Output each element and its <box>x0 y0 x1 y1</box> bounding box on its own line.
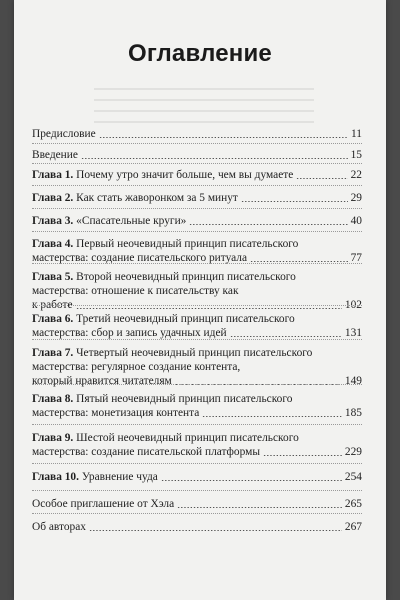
toc-entry[interactable] <box>32 392 362 420</box>
toc-entry-text <box>32 520 86 534</box>
dot-leader <box>263 455 342 456</box>
toc-entry-text <box>32 470 158 484</box>
entry-title-line: к работе <box>32 299 73 311</box>
dot-leader <box>177 507 342 508</box>
toc-entry-line <box>32 326 362 340</box>
separator-line <box>32 143 362 144</box>
entry-title-line: Уравнение чуда <box>81 471 158 483</box>
toc-entry-line <box>32 168 362 182</box>
dot-leader <box>99 137 348 138</box>
toc-entry[interactable] <box>32 191 362 205</box>
toc-entry-text <box>32 497 174 511</box>
toc-entry-line <box>32 191 362 205</box>
toc-entry-line <box>32 392 362 406</box>
toc-entry[interactable] <box>32 237 362 265</box>
dot-leader <box>161 480 342 481</box>
separator-line <box>32 339 362 340</box>
toc-entry-line <box>32 431 362 445</box>
page-number: 15 <box>350 149 362 161</box>
chapter-label: Глава 4. <box>32 238 74 250</box>
entry-title-line: Об авторах <box>32 521 86 533</box>
entry-title-line: «Спасательные круги» <box>76 215 187 227</box>
toc-entry[interactable] <box>32 127 362 141</box>
toc-entry-line <box>32 497 362 511</box>
toc-entry-text <box>32 191 238 205</box>
entry-title-line: Второй неочевидный принцип писательского <box>76 271 296 283</box>
separator-line <box>32 463 362 464</box>
toc-entry-line <box>32 360 362 374</box>
toc-entry-text <box>32 270 296 284</box>
page-number: 40 <box>350 215 362 227</box>
toc-entry-line <box>32 406 362 420</box>
chapter-label: Глава 5. <box>32 271 74 283</box>
toc-entry-text <box>32 326 227 340</box>
toc-entry-text <box>32 168 293 182</box>
entry-title-line: Как стать жаворонком за 5 минут <box>76 192 238 204</box>
toc-entry-text <box>32 445 260 459</box>
separator-line <box>32 490 362 491</box>
chapter-label: Глава 9. <box>32 432 74 444</box>
toc-entry[interactable] <box>32 168 362 182</box>
chapter-label: Глава 1. <box>32 169 74 181</box>
toc-entry-text <box>32 392 292 406</box>
toc-entry-line <box>32 374 362 388</box>
entry-title-line: Особое приглашение от Хэла <box>32 498 175 510</box>
separator-line <box>32 513 362 514</box>
separator-line <box>32 185 362 186</box>
page-title: Оглавление <box>128 40 272 67</box>
toc-entry-text <box>32 312 295 326</box>
dot-leader <box>296 178 347 179</box>
toc-entry-line <box>32 270 362 284</box>
page-number: 77 <box>350 252 362 264</box>
page-number: 254 <box>344 471 362 483</box>
chapter-label: Глава 10. <box>32 471 79 483</box>
page-number: 229 <box>344 446 362 458</box>
toc-entry[interactable] <box>32 497 362 511</box>
toc-entry-text <box>32 284 239 298</box>
book-page <box>14 0 386 600</box>
separator-line <box>32 384 362 385</box>
page-number: 22 <box>350 169 362 181</box>
dot-leader <box>202 416 342 417</box>
dot-leader <box>250 261 348 262</box>
entry-title-line: мастерства: создание писательской платформы <box>32 446 260 458</box>
chapter-label: Глава 3. <box>32 215 74 227</box>
entry-title-line: мастерства: регулярное создание контента, <box>32 361 241 373</box>
entry-title-line: который нравится читателям <box>32 375 172 387</box>
page-number: 102 <box>344 299 362 311</box>
chapter-label: Глава 2. <box>32 192 74 204</box>
toc-entry-text <box>32 406 199 420</box>
dot-leader <box>81 158 348 159</box>
page-number: 29 <box>350 192 362 204</box>
page-number: 149 <box>344 375 362 387</box>
entry-title-line: Четвертый неочевидный принцип писательского <box>76 347 313 359</box>
toc-entry[interactable] <box>32 148 362 162</box>
toc-entry-text <box>32 374 172 388</box>
toc-entry[interactable] <box>32 346 362 388</box>
dot-leader <box>189 224 347 225</box>
dot-leader <box>76 308 342 309</box>
entry-title-line: Почему утро значит больше, чем вы думаете <box>76 169 294 181</box>
entry-title-line: Шестой неочевидный принцип писательского <box>76 432 299 444</box>
entry-title-line: Пятый неочевидный принцип писательского <box>76 393 293 405</box>
separator-line <box>32 231 362 232</box>
entry-title-line: мастерства: отношение к писательству как <box>32 285 239 297</box>
dot-leader <box>89 530 342 531</box>
chapter-label: Глава 7. <box>32 347 74 359</box>
toc-entry-text <box>32 360 240 374</box>
toc-entry[interactable] <box>32 214 362 228</box>
toc-entry-text <box>32 148 78 162</box>
toc-entry-line <box>32 445 362 459</box>
toc-entry-line <box>32 284 362 298</box>
separator-line <box>32 424 362 425</box>
toc-entry[interactable] <box>32 312 362 340</box>
dot-leader <box>241 201 348 202</box>
entry-title-line: мастерства: сбор и запись удачных идей <box>32 327 227 339</box>
toc-entry-line <box>32 470 362 484</box>
entry-title-line: Первый неочевидный принцип писательского <box>76 238 299 250</box>
separator-line <box>32 305 362 306</box>
page-number: 11 <box>351 128 362 140</box>
toc-entry-line <box>32 520 362 534</box>
toc-entry[interactable] <box>32 470 362 484</box>
toc-entry[interactable] <box>32 520 362 534</box>
entry-title-line: Третий неочевидный принцип писательского <box>76 313 295 325</box>
entry-title-line: Предисловие <box>32 128 96 140</box>
toc-entry-line <box>32 127 362 141</box>
bleed-through-text <box>94 88 314 124</box>
entry-title-line: мастерства: создание писательского ритуала <box>32 252 248 264</box>
toc-entry-text <box>32 346 312 360</box>
toc-entry-line <box>32 312 362 326</box>
entry-title-line: мастерства: монетизация контента <box>32 407 200 419</box>
toc-entry-line <box>32 346 362 360</box>
page-number: 131 <box>344 327 362 339</box>
separator-line <box>32 163 362 164</box>
toc-entry-text <box>32 214 186 228</box>
chapter-label: Глава 8. <box>32 393 74 405</box>
separator-line <box>32 263 362 264</box>
separator-line <box>32 208 362 209</box>
toc-entry[interactable] <box>32 431 362 459</box>
page-number: 185 <box>344 407 362 419</box>
toc-entry-text <box>32 127 96 141</box>
toc-entry-line <box>32 214 362 228</box>
toc-entry-line <box>32 148 362 162</box>
chapter-label: Глава 6. <box>32 313 74 325</box>
page-number: 267 <box>344 521 362 533</box>
page-number: 265 <box>344 498 362 510</box>
toc-entry-text <box>32 237 298 251</box>
dot-leader <box>230 336 342 337</box>
toc-entry-line <box>32 237 362 251</box>
toc-entry-text <box>32 431 299 445</box>
entry-title-line: Введение <box>32 149 78 161</box>
